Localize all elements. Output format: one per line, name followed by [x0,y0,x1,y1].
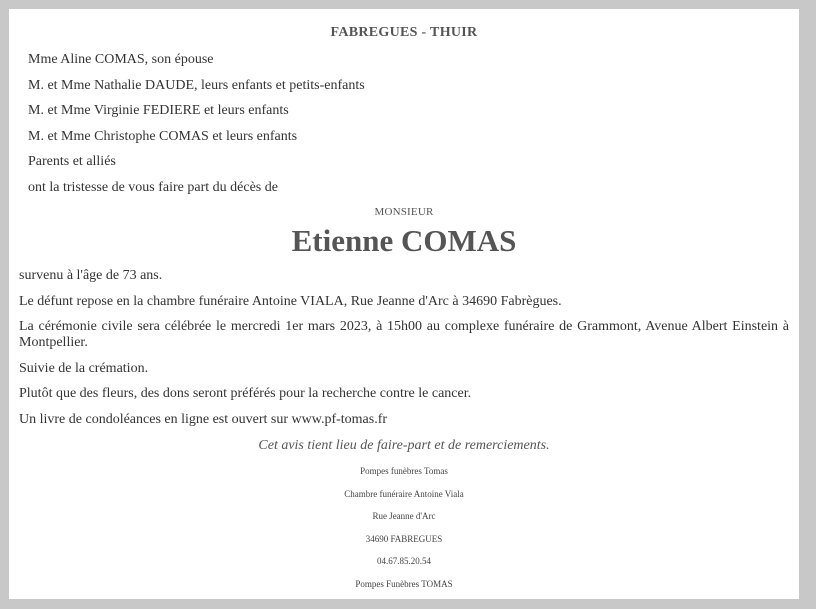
family-list [28,52,788,205]
deceased-title: MONSIEUR [374,206,434,218]
footer-line: Pompes Funèbres TOMAS [355,578,453,589]
deceased-name: Etienne COMAS [291,223,517,258]
notice-body [19,268,789,437]
notice-note: Cet avis tient lieu de faire-part et de remerciements. [258,438,550,453]
family-line: ont la tristesse de vous faire part du décès de [28,179,278,195]
ceremony-paragraph: La cérémonie civile sera célébrée le mercredi 1er mars 2023, à 15h00 au complexe funéraire de Grammont, Avenue Albert Einstein à Montpellier. [19,319,789,350]
footer-line: Pompes funèbres Tomas [360,466,448,476]
repose-paragraph: Le défunt repose en la chambre funéraire Antoine VIALA, Rue Jeanne d'Arc à 34690 Fabrègues. [19,293,562,309]
footer-line: 34690 FABREGUES [365,533,443,544]
family-line: M. et Mme Nathalie DAUDE, leurs enfants et petits-enfants [28,77,365,93]
age-paragraph: survenu à l'âge de 73 ans. [19,268,163,283]
footer-line: Chambre funéraire Antoine Viala [344,488,464,499]
funeral-home-info [9,465,799,599]
family-line: M. et Mme Christophe COMAS et leurs enfants [28,128,298,144]
footer-line: 04.67.85.20.54 [377,556,431,567]
family-line: Parents et alliés [28,154,116,169]
family-line: Mme Aline COMAS, son épouse [28,52,214,67]
obituary-notice [9,9,799,599]
family-line: M. et Mme Virginie FEDIERE et leurs enfants [28,103,289,118]
footer-line: Rue Jeanne d'Arc [372,511,436,522]
cremation-paragraph: Suivie de la crémation. [19,360,149,376]
donations-paragraph: Plutôt que des fleurs, des dons seront préférés pour la recherche contre le cancer. [19,386,472,401]
notice-header: FABREGUES - THUIR [330,25,478,40]
condolences-paragraph: Un livre de condoléances en ligne est ouvert sur www.pf-tomas.fr [19,411,388,427]
